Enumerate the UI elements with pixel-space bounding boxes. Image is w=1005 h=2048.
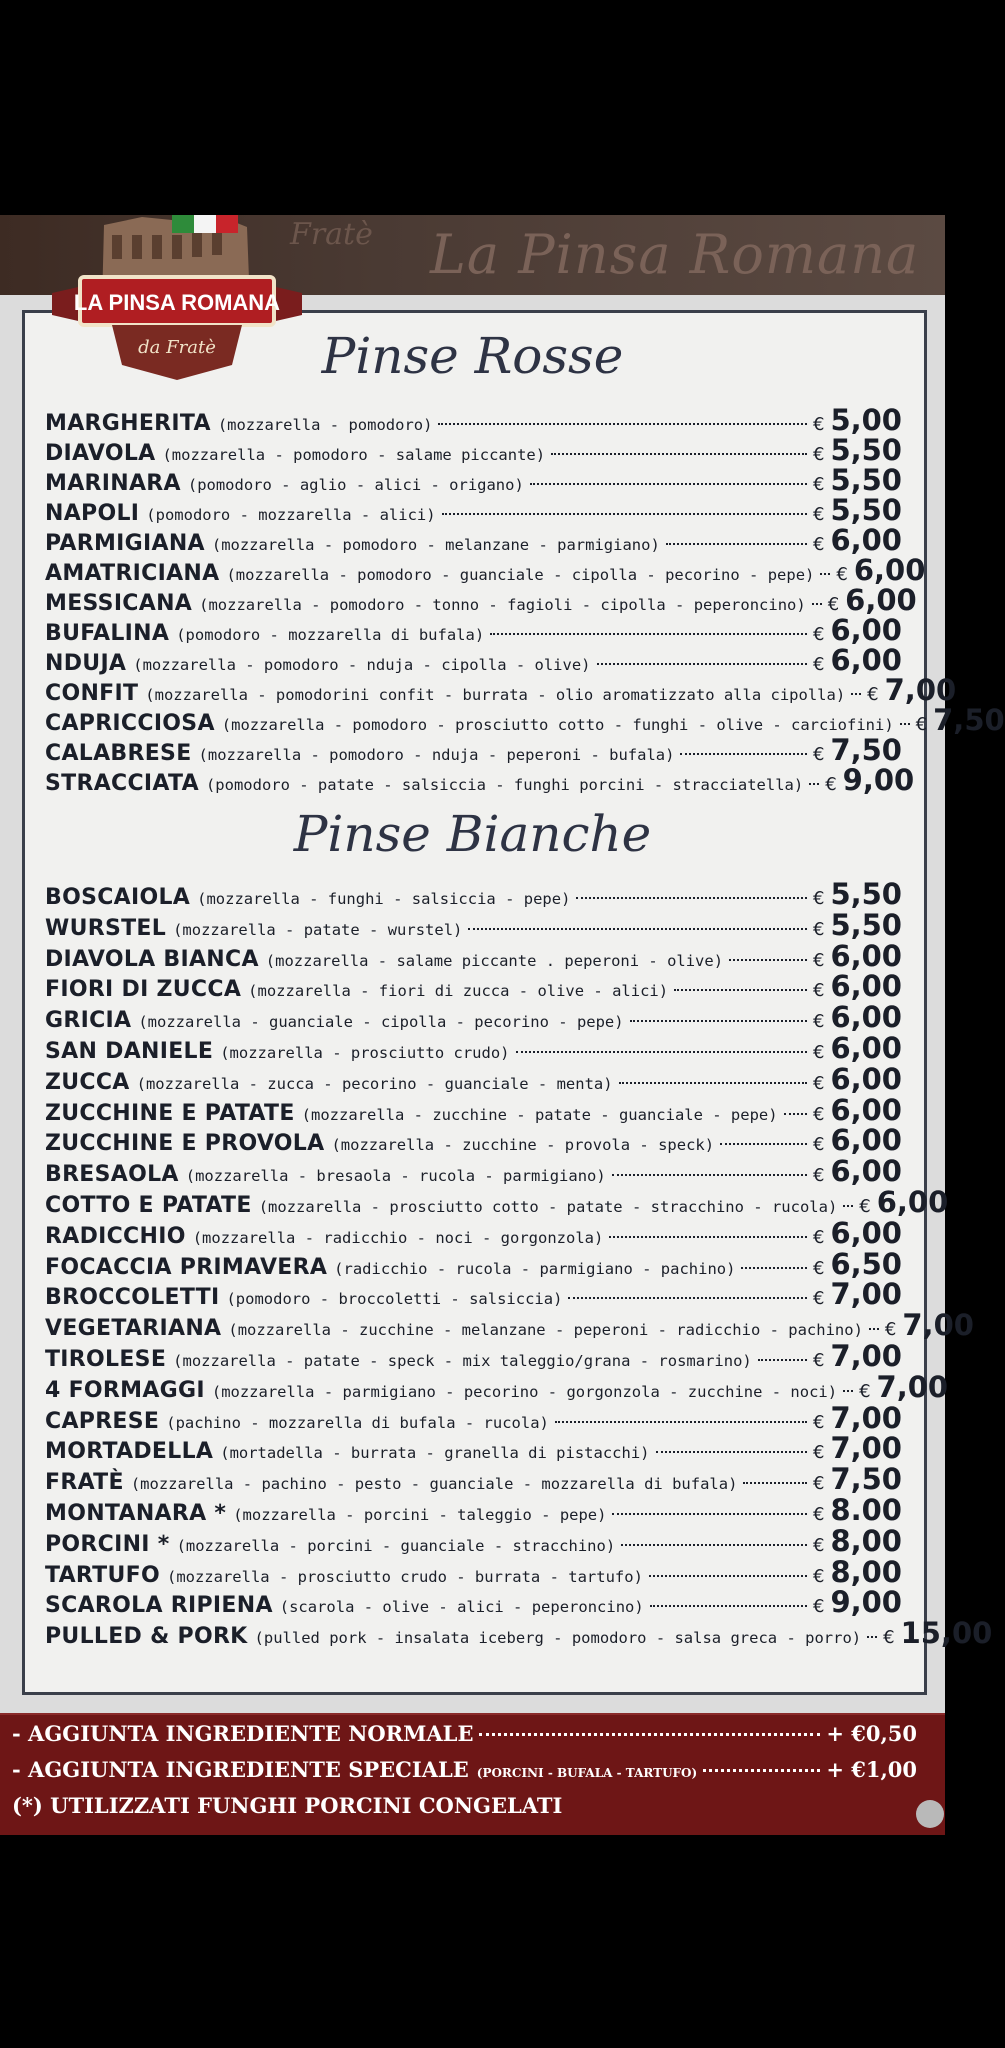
item-name: CALABRESE	[45, 741, 192, 766]
item-name: PULLED & PORK	[45, 1624, 248, 1650]
menu-item	[45, 907, 902, 942]
item-ingredients: (mozzarella - guanciale - cipolla - pecorino - pepe)	[138, 1013, 624, 1032]
item-ingredients: (mortadella - burrata - granella di pistacchi)	[220, 1444, 650, 1463]
item-name: 4 FORMAGGI	[45, 1377, 205, 1403]
brand-script-text: La Pinsa Romana	[430, 223, 920, 286]
price-value: 6,00	[830, 1061, 902, 1096]
menu-item	[45, 1554, 902, 1589]
price-value: 6,50	[830, 1246, 902, 1281]
dot-leader	[741, 1267, 807, 1269]
item-price	[813, 1493, 902, 1527]
currency-symbol: €	[883, 1627, 895, 1649]
item-price	[813, 403, 902, 437]
item-name: FOCACCIA PRIMAVERA	[45, 1254, 328, 1280]
item-price	[813, 463, 902, 497]
item-name: AMATRICIANA	[45, 561, 220, 586]
currency-symbol: €	[812, 474, 825, 495]
dot-leader	[680, 753, 807, 755]
item-name: DIAVOLA	[45, 441, 156, 466]
dot-leader	[758, 1359, 807, 1361]
item-ingredients: (mozzarella - pomodoro - tonno - fagioli - cipolla - peperoncino)	[199, 596, 806, 614]
item-price	[813, 1000, 902, 1034]
item-ingredients: (pachino - mozzarella di bufala - rucola)	[166, 1413, 549, 1432]
currency-symbol: €	[812, 918, 825, 940]
item-price	[813, 1339, 902, 1373]
currency-symbol: €	[812, 1165, 825, 1187]
item-ingredients: (pomodoro - mozzarella di bufala)	[176, 626, 485, 644]
item-name: ZUCCA	[45, 1069, 130, 1095]
price-value: 7,50	[830, 1462, 902, 1497]
menu-item	[45, 938, 902, 973]
dot-leader	[867, 1636, 877, 1638]
item-ingredients: (mozzarella - pomodoro - melanzane - parmigiano)	[211, 536, 660, 554]
price-value: 5,50	[830, 493, 902, 527]
price-value: 7,50	[830, 733, 902, 767]
item-price	[813, 877, 902, 911]
menu-item	[45, 1277, 902, 1312]
item-ingredients: (mozzarella - prosciutto crudo)	[220, 1044, 510, 1062]
currency-symbol: €	[812, 1226, 825, 1248]
item-ingredients: (mozzarella - patate - wurstel)	[173, 920, 463, 939]
currency-symbol: €	[825, 774, 837, 795]
extras-banner	[0, 1713, 945, 1835]
item-ingredients: (mozzarella - parmigiano - pecorino - gorgonzola - zucchine - noci)	[211, 1382, 838, 1401]
price-value: 6,00	[830, 613, 902, 647]
item-ingredients: (mozzarella - zucchine - provola - speck)	[331, 1136, 715, 1155]
item-name: CONFIT	[45, 681, 139, 706]
price-value: 8,00	[830, 1523, 902, 1558]
decorative-circle	[916, 1800, 944, 1828]
item-price	[813, 643, 902, 677]
item-name: BROCCOLETTI	[45, 1285, 220, 1311]
currency-symbol: €	[812, 1411, 825, 1433]
currency-symbol: €	[812, 744, 825, 765]
menu-item	[45, 1400, 902, 1435]
price-value: 7,00	[830, 1339, 902, 1373]
item-ingredients: (pomodoro - mozzarella - alici)	[146, 506, 436, 524]
menu-item	[45, 1339, 902, 1373]
item-ingredients: (mozzarella - porcini - taleggio - pepe)	[233, 1506, 607, 1524]
menu-item	[45, 433, 902, 467]
item-ingredients: (mozzarella - salame piccante . peperoni - olive)	[265, 951, 724, 970]
currency-symbol: €	[827, 594, 840, 615]
price-value: 6,00	[876, 1185, 949, 1219]
item-name: DIAVOLA BIANCA	[45, 946, 259, 972]
menu-item	[45, 703, 1005, 737]
currency-symbol: €	[812, 504, 825, 525]
dot-leader	[438, 423, 807, 425]
menu-item	[45, 1369, 949, 1404]
item-price	[885, 1308, 974, 1342]
item-name: CAPRESE	[45, 1408, 160, 1434]
item-name: TIROLESE	[45, 1347, 167, 1372]
dot-leader	[743, 1482, 807, 1484]
dot-leader	[516, 1051, 807, 1053]
dot-leader	[490, 633, 807, 635]
menu-item	[45, 1092, 902, 1127]
price-value: 7,00	[876, 1369, 949, 1404]
price-value: 6,00	[830, 1123, 902, 1158]
price-value: 6,00	[830, 523, 902, 557]
item-ingredients: (mozzarella - pomodoro - nduja - peperoni - bufala)	[198, 746, 675, 764]
item-name: MARGHERITA	[45, 411, 211, 436]
item-ingredients: (mozzarella - prosciutto cotto - patate - stracchino - rucola)	[258, 1198, 838, 1216]
item-price	[813, 493, 902, 527]
currency-symbol: €	[812, 1134, 825, 1156]
item-ingredients: (pomodoro - patate - salsiccia - funghi porcini - stracciatella)	[205, 776, 804, 794]
price-value: 6,00	[845, 583, 917, 617]
currency-symbol: €	[812, 888, 825, 909]
menu-item	[45, 1616, 993, 1651]
menu-item	[45, 553, 926, 587]
item-name: BUFALINA	[45, 621, 170, 646]
item-price	[813, 1555, 902, 1589]
item-name: NDUJA	[45, 651, 127, 676]
item-ingredients: (mozzarella - pomodorini confit - burrata - olio aromatizzato alla cipolla)	[145, 686, 846, 704]
menu-item	[45, 1431, 902, 1466]
menu-item	[45, 733, 902, 767]
dot-leader	[619, 1082, 807, 1084]
item-price	[813, 908, 902, 942]
item-name: MONTANARA *	[45, 1501, 227, 1526]
currency-symbol: €	[812, 1534, 825, 1556]
dot-leader	[674, 989, 807, 991]
item-price	[813, 1031, 902, 1065]
item-name: PORCINI *	[45, 1531, 170, 1557]
dot-leader	[729, 959, 807, 961]
dot-leader	[630, 1020, 807, 1022]
price-value: 6,00	[830, 1000, 902, 1035]
price-value: 8.00	[830, 1493, 902, 1527]
menu-item	[45, 1493, 902, 1527]
brand-small-text: Fratè	[290, 217, 373, 252]
item-ingredients: (mozzarella - radicchio - noci - gorgonzola)	[192, 1228, 604, 1247]
dot-leader	[530, 483, 807, 485]
item-ingredients: (mozzarella - pomodoro - salame piccante)	[162, 446, 546, 464]
currency-symbol: €	[812, 1103, 825, 1125]
price-value: 6,00	[830, 1154, 902, 1189]
extras-text: - AGGIUNTA INGREDIENTE SPECIALE	[12, 1757, 469, 1782]
price-value: 6,00	[830, 938, 902, 973]
item-price	[813, 433, 902, 467]
price-value: 6,00	[830, 1031, 902, 1065]
menu-item	[45, 1462, 902, 1497]
price-value: 7,00	[902, 1308, 974, 1343]
currency-symbol: €	[812, 1011, 825, 1033]
dot-leader	[551, 453, 807, 455]
dot-leader	[650, 1605, 807, 1607]
currency-symbol: €	[812, 949, 825, 971]
menu-item	[45, 403, 902, 437]
menu-item	[45, 1215, 902, 1250]
section-title-rosse: Pinse Rosse	[321, 327, 624, 385]
item-price	[883, 1616, 992, 1650]
price-value: 15,00	[900, 1616, 993, 1651]
item-price	[813, 1093, 902, 1127]
dot-leader	[555, 1421, 807, 1423]
menu-item	[45, 1000, 902, 1035]
item-name: CAPRICCIOSA	[45, 711, 215, 736]
extras-row	[12, 1757, 917, 1789]
item-name: BOSCAIOLA	[45, 885, 191, 910]
dot-leader	[597, 663, 807, 665]
currency-symbol: €	[812, 1072, 825, 1094]
dot-leader	[656, 1451, 807, 1453]
menu-item	[45, 1154, 902, 1189]
menu-photo	[0, 215, 1005, 1835]
item-ingredients: (mozzarella - pomodoro - prosciutto cotto - funghi - olive - carciofini)	[221, 716, 894, 734]
currency-symbol: €	[812, 1565, 825, 1587]
item-ingredients: (pulled pork - insalata iceberg - pomodoro - salsa greca - porro)	[254, 1629, 862, 1648]
logo-title: LA PINSA ROMANA	[73, 290, 281, 315]
price-value: 5,50	[830, 877, 902, 911]
menu-item	[45, 1031, 902, 1065]
currency-symbol: €	[812, 1042, 825, 1063]
price-value: 5,50	[830, 907, 902, 942]
menu-item	[45, 643, 902, 677]
extras-price: + €1,00	[826, 1757, 917, 1782]
item-ingredients: (scarola - olive - alici - peperoncino)	[279, 1598, 644, 1617]
item-ingredients: (pomodoro - broccoletti - salsiccia)	[226, 1290, 563, 1309]
item-name: MORTADELLA	[45, 1439, 214, 1465]
menu-item	[45, 1585, 902, 1620]
item-name: TARTUFO	[45, 1562, 160, 1588]
item-name: BRESAOLA	[45, 1162, 179, 1188]
menu-item	[45, 1523, 902, 1558]
item-name: STRACCIATA	[45, 771, 199, 796]
menu-item	[45, 877, 902, 911]
item-ingredients: (mozzarella - pachino - pesto - guanciale - mozzarella di bufala)	[130, 1475, 738, 1494]
dot-leader	[609, 1236, 807, 1238]
extras-price: + €0,50	[826, 1721, 917, 1746]
item-price	[813, 1431, 902, 1465]
price-value: 7,00	[830, 1431, 902, 1466]
menu-item	[45, 969, 902, 1004]
item-price	[813, 1247, 902, 1281]
price-value: 7,00	[884, 673, 957, 707]
item-ingredients: (mozzarella - bresaola - rucola - parmigiano)	[185, 1167, 606, 1186]
dot-leader	[612, 1174, 807, 1176]
item-price	[813, 939, 902, 973]
dot-leader	[621, 1544, 807, 1546]
item-name: MARINARA	[45, 471, 181, 496]
item-name: MESSICANA	[45, 591, 193, 616]
item-name: PARMIGIANA	[45, 531, 205, 556]
extras-text: (*) UTILIZZATI FUNGHI PORCINI CONGELATI	[12, 1793, 563, 1818]
flag-icon	[172, 215, 194, 233]
item-ingredients: (mozzarella - funghi - salsiccia - pepe)	[197, 890, 571, 908]
price-value: 7,50	[933, 703, 1005, 737]
currency-symbol: €	[812, 624, 825, 645]
logo-subtitle: da Fratè	[138, 337, 216, 358]
menu-item	[45, 463, 902, 497]
price-value: 5,00	[830, 403, 902, 437]
currency-symbol: €	[859, 1380, 871, 1402]
item-name: SCAROLA RIPIENA	[45, 1593, 273, 1619]
price-value: 5,50	[830, 433, 902, 467]
item-price	[813, 1062, 902, 1096]
item-price	[813, 969, 902, 1003]
item-ingredients: (mozzarella - zucca - pecorino - guanciale - menta)	[136, 1074, 613, 1093]
item-name: SAN DANIELE	[45, 1039, 214, 1064]
item-price	[859, 1185, 948, 1219]
dot-leader	[843, 1205, 853, 1207]
item-price	[813, 1154, 902, 1188]
dot-leader	[468, 928, 807, 930]
section-title-bianche: Pinse Bianche	[293, 805, 652, 863]
item-ingredients: (mozzarella - pomodoro - guanciale - cipolla - pecorino - pepe)	[226, 566, 815, 584]
dot-leader	[900, 723, 910, 725]
dot-leader	[851, 693, 861, 695]
menu-item	[45, 493, 902, 527]
currency-symbol: €	[915, 714, 928, 735]
dot-leader	[649, 1575, 807, 1577]
item-price	[813, 1277, 902, 1311]
item-price	[859, 1370, 948, 1404]
price-value: 6,00	[830, 969, 902, 1004]
price-value: 8,00	[830, 1554, 902, 1589]
item-name: RADICCHIO	[45, 1223, 186, 1249]
item-name: FRATÈ	[45, 1470, 124, 1496]
menu-item	[45, 1123, 902, 1158]
currency-symbol: €	[812, 980, 825, 1002]
currency-symbol: €	[812, 1442, 825, 1464]
currency-symbol: €	[812, 534, 825, 555]
item-name: FIORI DI ZUCCA	[45, 977, 242, 1003]
item-name: GRICIA	[45, 1008, 132, 1034]
menu-item	[45, 763, 915, 797]
dot-leader	[612, 1513, 807, 1515]
currency-symbol: €	[812, 1350, 825, 1371]
item-price	[813, 523, 902, 557]
menu-item	[45, 613, 902, 647]
dot-leader	[703, 1769, 820, 1772]
item-ingredients: (mozzarella - zucchine - patate - guanciale - pepe)	[301, 1105, 778, 1124]
extras-note: (PORCINI - BUFALA - TARTUFO)	[476, 1766, 698, 1780]
item-price	[916, 703, 1005, 737]
currency-symbol: €	[812, 1504, 825, 1525]
menu-item	[45, 1246, 902, 1281]
dot-leader	[869, 1328, 879, 1330]
extras-row	[12, 1793, 917, 1825]
menu-item	[45, 523, 902, 557]
item-price	[813, 1585, 902, 1619]
menu-item	[45, 673, 957, 707]
dot-leader	[784, 1113, 807, 1115]
item-name: WURSTEL	[45, 915, 167, 941]
item-price	[813, 1462, 902, 1496]
price-value: 9,00	[830, 1585, 902, 1620]
item-ingredients: (mozzarella - fiori di zucca - olive - alici)	[248, 982, 669, 1001]
item-price	[825, 763, 914, 797]
currency-symbol: €	[812, 414, 825, 435]
item-ingredients: (mozzarella - patate - speck - mix taleggio/grana - rosmarino)	[173, 1352, 752, 1370]
dot-leader	[812, 603, 822, 605]
price-value: 7,00	[830, 1277, 902, 1312]
price-value: 7,00	[830, 1400, 902, 1435]
item-name: NAPOLI	[45, 501, 140, 526]
currency-symbol: €	[812, 1257, 825, 1279]
item-price	[813, 1524, 902, 1558]
currency-symbol: €	[867, 684, 879, 705]
currency-symbol: €	[812, 1288, 825, 1310]
item-price	[813, 733, 902, 767]
price-value: 6,00	[830, 1215, 902, 1250]
extras-text: - AGGIUNTA INGREDIENTE NORMALE	[12, 1721, 474, 1746]
item-name: VEGETARIANA	[45, 1316, 222, 1342]
item-ingredients: (mozzarella - pomodoro)	[217, 416, 433, 434]
menu-item	[45, 1308, 974, 1343]
item-price	[813, 613, 902, 647]
item-name: ZUCCHINE E PATATE	[45, 1100, 295, 1126]
extras-row	[12, 1721, 917, 1753]
item-ingredients: (mozzarella - pomodoro - nduja - cipolla - olive)	[133, 656, 591, 674]
currency-symbol: €	[812, 1596, 825, 1618]
dot-leader	[843, 1390, 853, 1392]
currency-symbol: €	[812, 444, 825, 465]
item-ingredients: (radicchio - rucola - parmigiano - pachino)	[334, 1259, 736, 1278]
menu-item	[45, 583, 917, 617]
currency-symbol: €	[859, 1196, 871, 1217]
item-price	[813, 1216, 902, 1250]
item-price	[867, 673, 956, 707]
item-price	[813, 1123, 902, 1157]
dot-leader	[442, 513, 807, 515]
item-name: ZUCCHINE E PROVOLA	[45, 1131, 325, 1157]
currency-symbol: €	[836, 564, 848, 585]
dot-leader	[720, 1143, 807, 1145]
item-ingredients: (mozzarella - porcini - guanciale - stracchino)	[176, 1536, 616, 1555]
menu-item	[45, 1061, 902, 1096]
dot-leader	[820, 573, 830, 575]
item-name: COTTO E PATATE	[45, 1193, 252, 1218]
item-ingredients: (mozzarella - prosciutto crudo - burrata - tartufo)	[166, 1567, 643, 1586]
menu-item	[45, 1185, 949, 1219]
currency-symbol: €	[812, 1473, 825, 1495]
item-price	[813, 1401, 902, 1435]
price-value: 6,00	[853, 553, 926, 587]
item-price	[828, 583, 917, 617]
item-ingredients: (pomodoro - aglio - alici - origano)	[187, 476, 524, 494]
dot-leader	[809, 783, 819, 785]
currency-symbol: €	[812, 654, 825, 675]
price-value: 9,00	[842, 763, 915, 797]
dot-leader	[479, 1733, 820, 1736]
dot-leader	[666, 543, 807, 545]
currency-symbol: €	[884, 1319, 897, 1341]
price-value: 5,50	[830, 463, 902, 497]
dot-leader	[568, 1297, 807, 1299]
item-price	[836, 553, 925, 587]
item-ingredients: (mozzarella - zucchine - melanzane - peperoni - radicchio - pachino)	[228, 1321, 863, 1340]
price-value: 6,00	[830, 1092, 902, 1127]
price-value: 6,00	[830, 643, 902, 677]
dot-leader	[576, 897, 807, 899]
